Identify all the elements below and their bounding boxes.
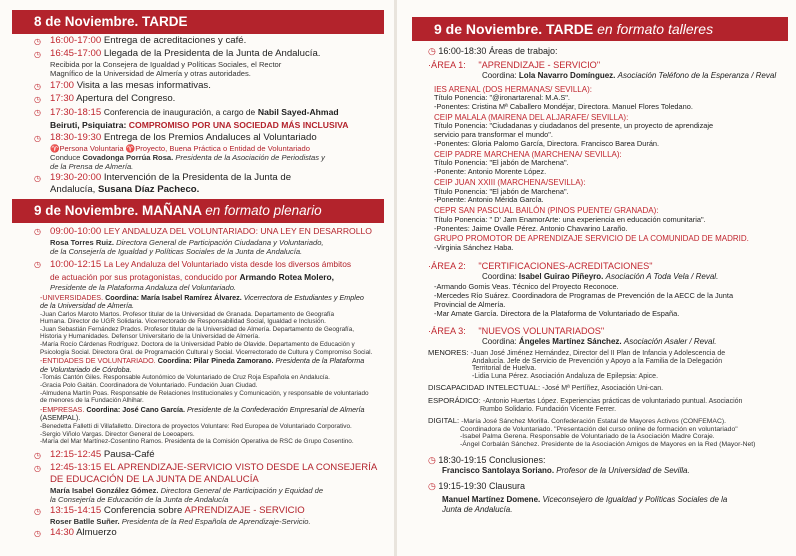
area-2-member: Provincial de Almería. — [434, 299, 506, 309]
schedule-item: ◷ 16:00-17:00 Entrega de acreditaciones y café. — [34, 35, 247, 47]
clock-icon: ◷ — [34, 463, 41, 473]
school-detail: Título Ponencia: "El jabón de Marchena". — [434, 158, 569, 168]
schedule-item: ◷ 18:30-19:15 Conclusiones: Francisco Santolaya Soriano. Profesor de la Universidad de Sevilla. — [428, 454, 690, 475]
school-heading: IES ARENAL (DOS HERMANAS/ SEVILLA): — [434, 84, 592, 94]
clock-icon: ◷ — [34, 94, 41, 104]
area-1-coord: Coordina: Lola Navarro Domínguez. Asociación Teléfono de la Esperanza / Reval — [482, 71, 777, 80]
school-detail: -Ponente: Antonio Mérida García. — [434, 195, 544, 205]
clock-icon: ◷ — [428, 454, 436, 465]
clock-icon: ◷ — [34, 450, 41, 460]
school-detail: Título Ponencia: "@ironartarenal: M.A.S". — [434, 93, 570, 103]
group-universidades: -UNIVERSIDADES. Coordina: María Isabel Ramírez Álvarez. Vicerrectora de Estudiantes y Empleo de la Universidad de Almería. -Juan Carlos Maroto Martos. Profesor titular de la Universidad de Granada. Departamento de Geografía Humana. Director de UGR Solidaria. Vicerrectorado de Responsabilidad Social, Igualdad e Inclusión. -Juan Sebastián Fernández Prados. Profesor titular de la Universidad de Almería. Departamento de Geografía, Historia y Humanidades. Defensor Universitario de la Universidad de Almería. -María Rocío Cárdenas Rodríguez. Doctora de la Universidad Pablo de Olavide. Departamento de Educación y Psicología Social. Directora Gral. de Programación Cultural y Social. Vicerrectorado de Cultura y Compromiso Social. — [40, 292, 373, 356]
school-detail: -Ponentes: Cristina Mª Caballero Mondéjar, Directora. Manuel Flores Toledano. — [434, 101, 693, 111]
clock-icon: ◷ — [34, 529, 41, 539]
schedule-item: ◷ 18:30-19:30 Entrega de los Premios Andaluces al Voluntariado ♈Persona Voluntaria ♈Proyecto, Buena Práctica o Entidad de Voluntariado Conduce Covadonga Porrúa Rosa. Presidenta de la Asociación de Periodistas y de la Prensa de Almería. — [34, 132, 325, 172]
schedule-item: ◷ 12:45-13:15 EL APRENDIZAJE-SERVICIO VISTO DESDE LA CONSEJERÍA DE EDUCACIÓN DE LA JUNTA DE ANDALUCÍA María Isabel González Gómez. Directora General de Participación y Equidad de la Consejería de Educación de la Junta de Andalucía — [34, 461, 378, 504]
clock-icon: ◷ — [34, 134, 41, 144]
group-empresas: -EMPRESAS. Coordina: José Cano García. Presidente de la Confederación Empresarial de Almería (ASEMPAL). -Benedetta Falletti di Villafalletto. Directora de proyectos Voluntare: Red Europea de Voluntariado Corporativo. -Sergio Viñolo Vargas. Director General de Loeoapers. -María del Mar Martínez-Cosentino Ramos. Presidenta de la Comisión Operativa de RSC de Grupo Cosentino. — [40, 404, 365, 446]
clock-icon: ◷ — [34, 81, 41, 91]
area-2-coord: Coordina: Isabel Guirao Piñeyro. Asociación A Toda Vela / Reval. — [482, 271, 719, 281]
clock-icon: ◷ — [428, 480, 436, 491]
category-menores: MENORES: -Juan José Jiménez Hernández, Director del II Plan de Infancia y Adolescencia de Andalucía. Jefe de Servicio de Prevención y Apoyo a la Familia de la Delegación Territorial de Huelva. -Lidia Luna Pérez. Asociación Andaluza de Epilepsia: Apice. — [428, 348, 726, 380]
heading-9-nov-manana: 9 de Noviembre. MAÑANA en formato plenario — [12, 199, 384, 223]
school-detail: -Virginia Sánchez Haba. — [434, 242, 514, 252]
clock-icon: ◷ — [34, 50, 41, 60]
clock-icon: ◷ — [34, 37, 41, 47]
schedule-item: ◷ 13:15-14:15 Conferencia sobre APRENDIZAJE - SERVICIO Roser Batlle Suñer. Presidenta de la Red Española de Aprendizaje-Servicio. — [34, 505, 311, 527]
heading-9-nov-tarde: 9 de Noviembre. TARDE en formato talleres — [412, 17, 788, 41]
schedule-9-nov-manana — [0, 225, 392, 539]
category-digital: DIGITAL: -María José Sánchez Morilla. Confederación Estatal de Mayores Activos (CONFEMAC). Coordinadora de Voluntariado. "Presentación del curso online de formación en voluntariado" -Isabel Palma Gerena. Responsable de Voluntariado de la Asociación Madre Coraje. -Ángel Corbalán Sánchez. Presidente de la Asociación Amigos de Mayores en la Red (Mayor-Net) — [428, 416, 756, 449]
right-column — [400, 0, 796, 556]
schedule-9-nov-tarde — [400, 46, 796, 515]
school-detail: -Ponentes: Gloria Palomo García, Directora. Francisco Barea Durán. — [434, 138, 660, 148]
clock-icon: ◷ — [34, 507, 41, 517]
clock-icon: ◷ — [34, 259, 41, 269]
schedule-item: ◷ 17:00 Visita a las mesas informativas. — [34, 79, 211, 91]
group-entidades: -ENTIDADES DE VOLUNTARIADO. Coordina: Pilar Pineda Zamorano. Presidenta de la Plataforma de Voluntariado de Córdoba. -Tomás Cantón Giles. Responsable Autonómico de Voluntariado de Cruz Roja Española en Andalucía. -Gracia Polo Gaitán. Coordinadora de Voluntariado. Fundación Juan Ciudad. -Almudena Martín Poas. Responsable de Relaciones Institucionales y Comunicación, y responsable de voluntariado de menores de la Fundación Alhihar. — [40, 356, 369, 405]
area-3-coord: Coordina: Ángeles Martínez Sánchez. Asociación Asaler / Reval. — [482, 336, 717, 346]
heading-8-nov-tarde: 8 de Noviembre. TARDE — [12, 10, 384, 34]
clock-icon: ◷ — [34, 227, 41, 237]
school-heading: CEIP JUAN XXIII (MARCHENA/SEVILLA): — [434, 177, 586, 187]
school-detail: Título Ponencia: " D' Jam EnamorArte: una experiencia en educación comunitaria". — [434, 214, 706, 224]
category-discapacidad: DISCAPACIDAD INTELECTUAL: -José Mª Pertíñez, Asociación Uni-can. — [428, 383, 664, 393]
schedule-item: ◷ 16:45-17:00 Llegada de la Presidenta de la Junta de Andalucía. Recibida por la Consejera de Igualdad y Políticas Sociales, el Rector Magnífico de la Universidad de Almería y otras autoridades. — [34, 48, 321, 79]
school-detail: Título Ponencia: "Ciudadanas y ciudadanos del presente, un proyecto de aprendizaje — [434, 121, 714, 131]
school-heading: CEPR SAN PASCUAL BAILÓN (PINOS PUENTE/ GRANADA): — [434, 206, 659, 216]
schedule-8-nov-tarde — [0, 35, 392, 196]
school-heading: GRUPO PROMOTOR DE APRENDIZAJE SERVICIO DE LA COMUNIDAD DE MADRID. — [434, 234, 749, 244]
school-detail: Título Ponencia: "El jabón de Marchena". — [434, 186, 569, 196]
area-3-heading: ·ÁREA 3: "NUEVOS VOLUNTARIADOS" — [428, 325, 605, 336]
schedule-item: ◷ 19:15-19:30 Clausura Manuel Martínez Domene. Viceconsejero de Igualdad y Políticas Sociales de la Junta de Andalucía. — [428, 480, 728, 514]
area-2-member: -Armando Gomis Veas. Técnico del Proyecto Reconoce. — [434, 282, 619, 292]
schedule-item: ◷ 16:00-18:30 Áreas de trabajo: — [428, 46, 558, 56]
clock-icon: ◷ — [34, 107, 41, 117]
schedule-item: ◷ 14:30 Almuerzo — [34, 527, 117, 539]
clock-icon: ◷ — [34, 174, 41, 184]
area-1-heading: ·ÁREA 1: "APRENDIZAJE - SERVICIO" — [428, 60, 601, 70]
school-detail: servicio para transformar el mundo". — [434, 130, 553, 140]
school-detail: -Ponente: Antonio Morente López. — [434, 167, 547, 177]
area-2-heading: ·ÁREA 2: "CERTIFICACIONES-ACREDITACIONES" — [428, 260, 653, 271]
school-detail: -Ponentes: Jaime Ovalle Pérez. Antonio Chavarino Laraño. — [434, 223, 628, 233]
clock-icon: ◷ — [428, 46, 436, 56]
school-heading: CEIP MALALA (MAIRENA DEL ALJARAFE/ SEVILLA): — [434, 112, 629, 122]
schedule-item: ◷ 09:00-10:00 LEY ANDALUZA DEL VOLUNTARIADO: UNA LEY EN DESARROLLO Rosa Torres Ruiz. Directora General de Participación Ciudadana y Voluntariado, de la Consejería de Igualdad y Políticas Sociales de la Junta de Andalucía. — [34, 226, 372, 257]
category-esporadico: ESPORÁDICO: -Antonio Huertas López. Experiencias prácticas de voluntariado puntual. Asociación Rumbo Solidario. Fundación Vicente Ferrer. — [428, 396, 743, 413]
schedule-item: ◷ 19:30-20:00 Intervención de la Presidenta de la Junta de Andalucía, Susana Díaz Pacheco. — [34, 172, 292, 196]
schedule-item: ◷ 12:15-12:45 Pausa-Café — [34, 448, 155, 460]
schedule-item: ◷ 17:30-18:15 Conferencia de inauguración, a cargo de Nabil Sayed-Ahmad Beiruti, Psiquiatra: COMPROMISO POR UNA SOCIEDAD MÁS INCLUSIVA — [34, 106, 349, 130]
area-2-member: -Mercedes Río Suárez. Coordinadora de Programas de Prevención de la AECC de la Junta — [434, 291, 734, 301]
school-heading: CEIP PADRE MARCHENA (MARCHENA/ SEVILLA): — [434, 149, 622, 159]
left-column — [0, 0, 392, 556]
area-2-member: -Mar Amate García. Directora de la Plataforma de Voluntariado de España. — [434, 308, 680, 318]
column-divider — [394, 0, 397, 556]
schedule-item: ◷ 10:00-12:15 La Ley Andaluza del Voluntariado vista desde los diversos ámbitos de actuación por sus protagonistas, conducido por Armando Rotea Molero, Presidente de la Plataforma Andaluza del Voluntariado. — [34, 258, 352, 292]
schedule-item: ◷ 17:30 Apertura del Congreso. — [34, 92, 176, 104]
